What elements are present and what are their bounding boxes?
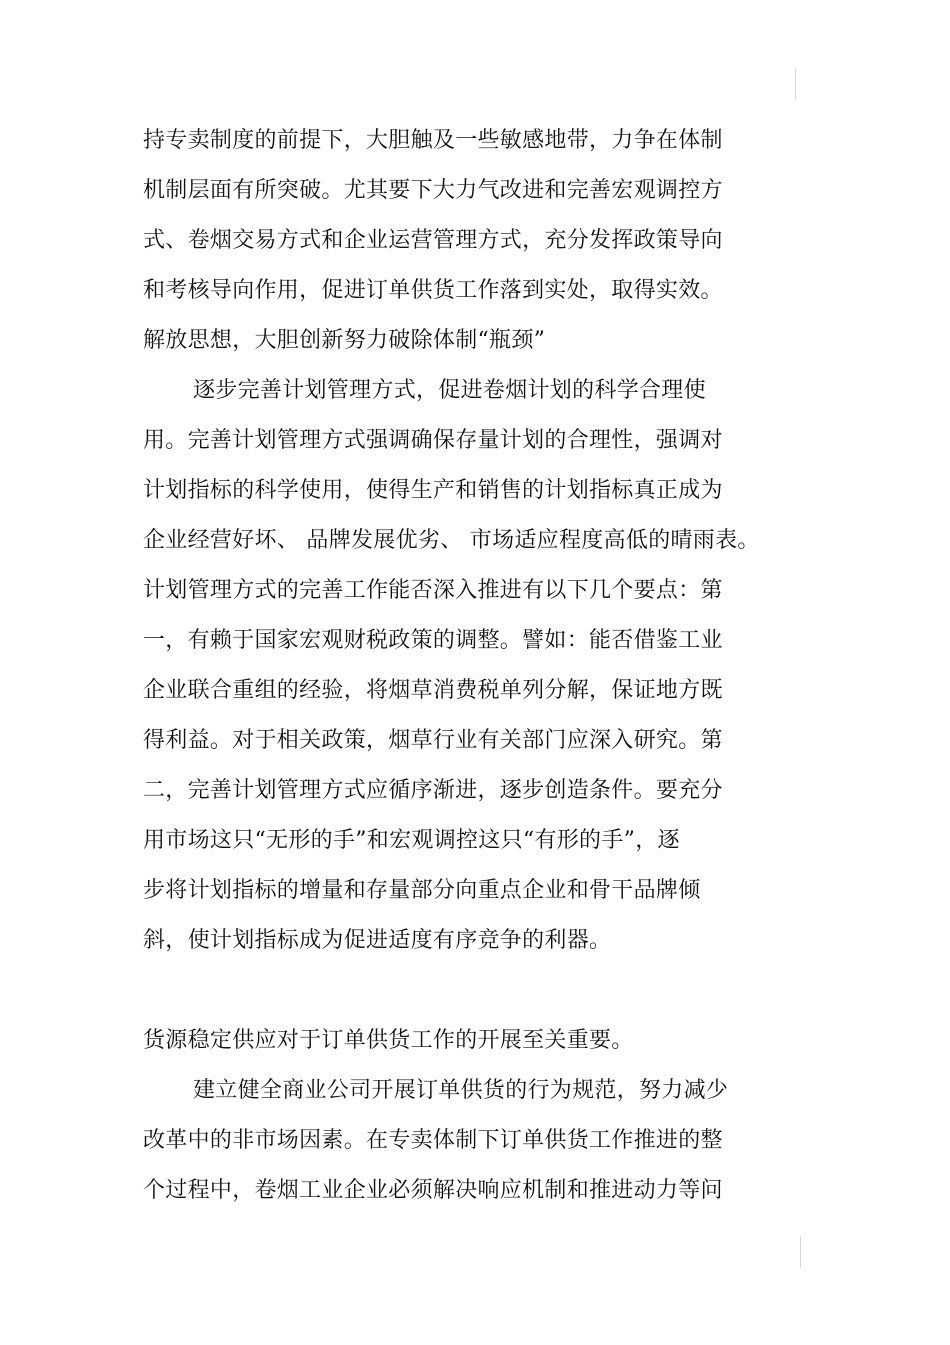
text-line-10: 计划管理方式的完善工作能否深入推进有以下几个要点：第 <box>143 578 723 603</box>
text-line-8: 计划指标的科学使用，使得生产和销售的计划指标真正成为 <box>143 478 723 503</box>
page-edge-mark-bottom <box>800 1236 801 1268</box>
text-line-12: 企业联合重组的经验，将烟草消费税单列分解，保证地方既 <box>143 678 723 703</box>
page-edge-mark-top <box>795 68 796 100</box>
text-line-18: 货源稳定供应对于订单供货工作的开展至关重要。 <box>143 1028 634 1053</box>
text-line-6: 逐步完善计划管理方式，促进卷烟计划的科学合理使 <box>193 378 706 403</box>
text-line-17: 斜，使计划指标成为促进适度有序竞争的利器。 <box>143 928 612 953</box>
text-line-15: 用市场这只“无形的手”和宏观调控这只“有形的手”，逐 <box>143 828 680 853</box>
text-line-16: 步将计划指标的增量和存量部分向重点企业和骨干品牌倾 <box>143 878 701 903</box>
text-line-20: 改革中的非市场因素。在专卖体制下订单供货工作推进的整 <box>143 1128 723 1153</box>
text-line-2: 机制层面有所突破。尤其要下大力气改进和完善宏观调控方 <box>143 178 723 203</box>
text-line-19: 建立健全商业公司开展订单供货的行为规范，努力减少 <box>193 1078 729 1103</box>
section-heading: 解放思想，大胆创新努力破除体制“瓶颈” <box>143 328 546 353</box>
text-line-13: 得利益。对于相关政策，烟草行业有关部门应深入研究。第 <box>143 728 723 753</box>
text-line-4: 和考核导向作用，促进订单供货工作落到实处，取得实效。 <box>143 278 723 303</box>
text-line-1: 持专卖制度的前提下，大胆触及一些敏感地带，力争在体制 <box>143 128 723 153</box>
text-line-21: 个过程中，卷烟工业企业必须解决响应机制和推进动力等问 <box>143 1178 723 1203</box>
text-line-14: 二，完善计划管理方式应循序渐进，逐步创造条件。要充分 <box>143 778 723 803</box>
text-line-3: 式、卷烟交易方式和企业运营管理方式，充分发挥政策导向 <box>143 228 723 253</box>
text-line-7: 用。完善计划管理方式强调确保存量计划的合理性，强调对 <box>143 428 723 453</box>
text-line-11: 一，有赖于国家宏观财税政策的调整。譬如：能否借鉴工业 <box>143 628 723 653</box>
text-line-9: 企业经营好坏、 品牌发展优劣、 市场适应程度高低的晴雨表。 <box>143 528 760 553</box>
